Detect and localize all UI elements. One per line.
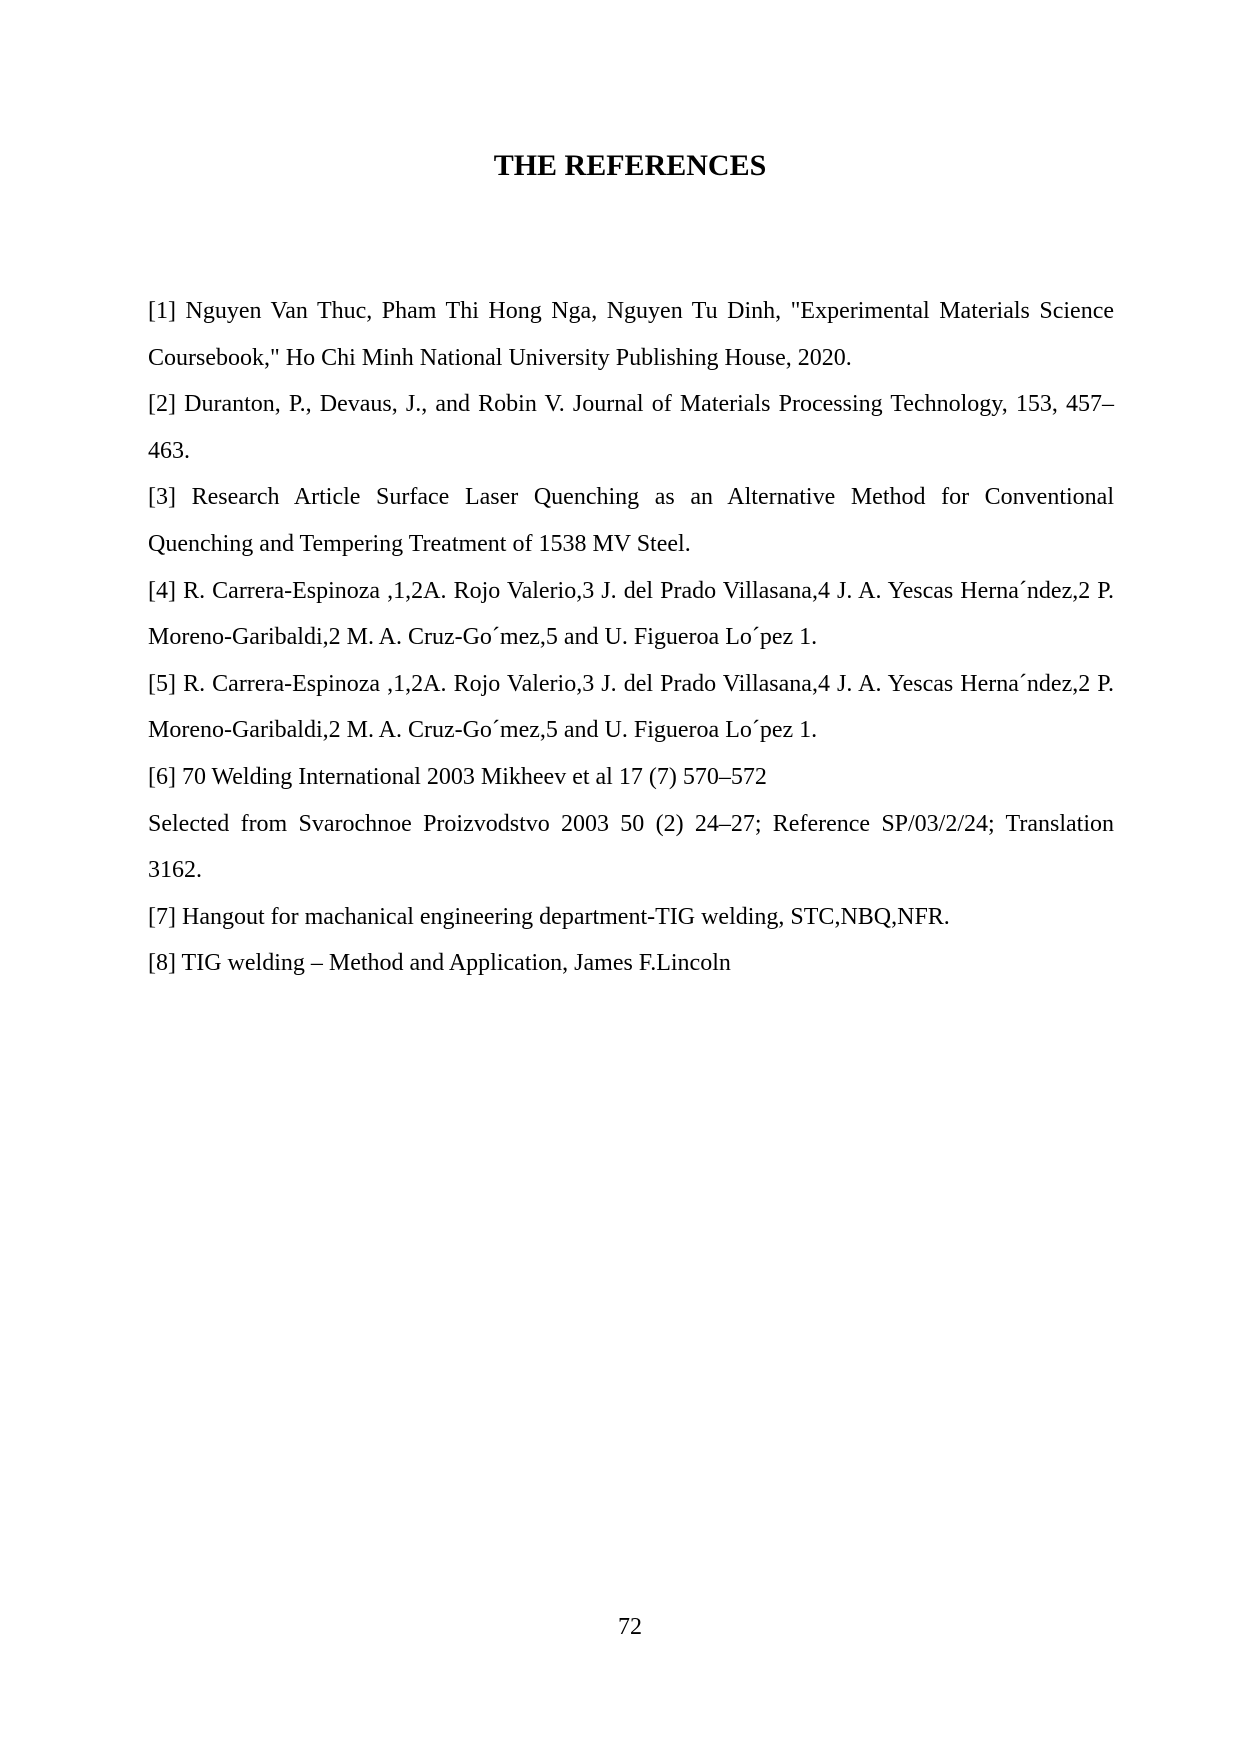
reference-item-3: [3] Research Article Surface Laser Quenching as an Alternative Method for Conventional Quenching and Tempering Treatment of 1538 MV Steel. (148, 484, 1114, 557)
reference-item-5: [5] R. Carrera-Espinoza ,1,2A. Rojo Valerio,3 J. del Prado Villasana,4 J. A. Yescas Herna´ndez,2 P. Moreno-Garibaldi,2 M. A. Cruz-Go´mez,5 and U. Figueroa Lo´pez 1. (148, 670, 1114, 744)
reference-item-2: [2] Duranton, P., Devaus, J., and Robin V. Journal of Materials Processing Technology, 153, 457–463. (148, 391, 1114, 464)
reference-item-1: [1] Nguyen Van Thuc, Pham Thi Hong Nga, Nguyen Tu Dinh, "Experimental Materials Science Coursebook," Ho Chi Minh National University Publishing House, 2020. (148, 298, 1114, 371)
reference-item-8: [8] TIG welding – Method and Application, James F.Lincoln (148, 950, 731, 977)
page-title: THE REFERENCES (493, 149, 767, 182)
page-number: 72 (618, 1614, 642, 1640)
reference-item-6-continuation: Selected from Svarochnoe Proizvodstvo 2003 50 (2) 24–27; Reference SP/03/2/24; Translation 3162. (148, 810, 1114, 884)
reference-item-6: [6] 70 Welding International 2003 Mikheev et al 17 (7) 570–572 (148, 763, 767, 790)
reference-list (148, 288, 1114, 987)
reference-item-4: [4] R. Carrera-Espinoza ,1,2A. Rojo Valerio,3 J. del Prado Villasana,4 J. A. Yescas Herna´ndez,2 P. Moreno-Garibaldi,2 M. A. Cruz-Go´mez,5 and U. Figueroa Lo´pez 1. (148, 577, 1114, 651)
reference-item-7: [7] Hangout for machanical engineering department-TIG welding, STC,NBQ,NFR. (148, 903, 950, 930)
